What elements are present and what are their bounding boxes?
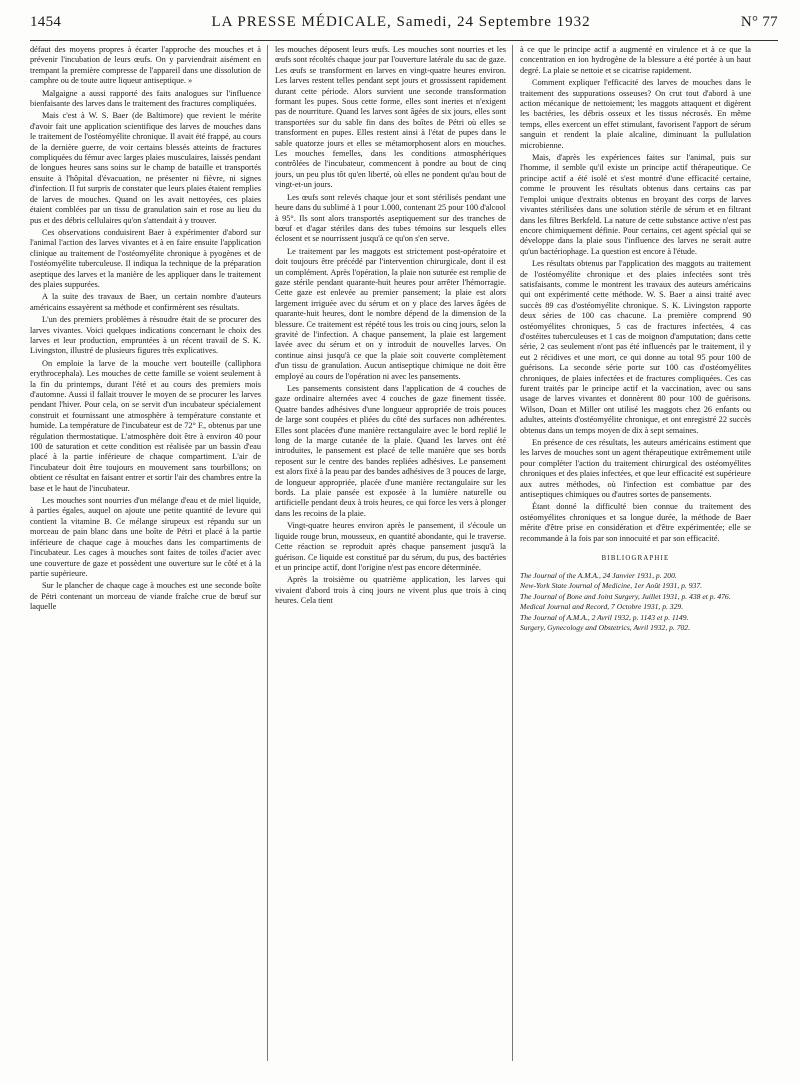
paragraph: les mouches déposent leurs œufs. Les mouches sont nourries et les œufs sont récoltés chaque jour par l'ouverture latérale du sac de gaze. Les œufs se transforment en larves en vingt-quatre heures environ. Les larves restent telles pendant sept jours et grossissent rapidement durant cette période. Alors survient une seconde transformation formant les pupes. Sous cette forme, elles sont inertes et n'exigent pas de nourriture. Quand les larves sont âgées de six jours, elles sont transportées sur du sable fin dans des boîtes de Pétri où elles se transforment en pupes. Elles restent ainsi à l'état de pupes dans le sable quatorze jours et elles se métamorphosent alors en mouches. Les mouches femelles, dans les conditions atmosphériques contrôlées de l'incubateur, commencent à pondre au bout de cinq jours, un peu plus tôt qu'en liberté, où elles ne pondent qu'au bout de vingt-et-un jours.	[275, 45, 506, 190]
paragraph: Mais c'est à W. S. Baer (de Baltimore) que revient le mérite d'avoir fait une application scientifique des larves de mouches dans le traitement de l'ostéomyélite chronique. Il avait été frappé, au cours de la dernière guerre, de voir certains blessés atteints de fractures compliquées du fémur avec larges plaies musculaires, laissés pendant de longues heures sans soins sur le champ de bataille et transportés ensuite à l'hôpital d'évacuation, ne présenter ni fièvre, ni signes d'infection. Il fut surpris de constater que leurs plaies étaient remplies de larves de mouches. Quand on les avait nettoyées, ces plaies étaient comblées par un tissu de granulation sain et rose au lieu du pus et des débris cellulaires qu'on s'attendait à y trouver.	[30, 111, 261, 225]
paragraph: défaut des moyens propres à écarter l'approche des mouches et à prévenir l'incubation de leurs œufs. On y parviendrait aisément en trempant la première compresse de l'appareil dans une dissolution de camphre ou de toute autre liqueur antiseptique. »	[30, 45, 261, 86]
header-rule	[30, 40, 778, 41]
paragraph: Les résultats obtenus par l'application des maggots au traitement de l'ostéomyélite chronique et des plaies infectées sont très satisfaisants, comme le montrent les travaux des auteurs américains qui ont expérimenté cette méthode. W. S. Baer a ainsi traité avec succès 89 cas d'ostéomyélite chronique. S. K. Livingston rapporte deux séries de 100 cas chacune. La première comprend 90 ostéomyélites chroniques, 5 cas de fractures infectées, 4 cas d'ostéites tuberculeuses et 1 cas de moignon d'amputation; dans cette série, 2 cas seulement n'ont pas été influencés par le traitement, il y eut 2 récidives et une mort, ce qui donne au total 95 pour 100 de guérisons. La seconde série porte sur 100 cas d'ostéomyélites chroniques, de plaies infectées et de fractures compliquées. Ces cas furent traités par le principe actif et la vaccination, avec ou sans usage de larves vivantes et donnèrent 80 pour 100 de guérisons. Wilson, Doan et Miller ont utilisé les maggots chez 26 enfants ou adultes, atteints d'ostéomyélite chronique, et ont enregistré 22 succès obtenus dans un temps moyen de dix à sept semaines.	[520, 259, 751, 435]
journal-name: LA PRESSE MÉDICALE,	[211, 14, 392, 30]
column-middle	[275, 45, 506, 1065]
column-right-text	[520, 45, 751, 544]
bibliography-entry: New-York State Journal of Medicine, 1er Août 1931, p. 937.	[520, 581, 703, 591]
page-number: 1454	[30, 14, 62, 30]
paragraph: Ces observations conduisirent Baer à expérimenter d'abord sur l'animal l'action des larves vivantes et à en faire ensuite l'application clinique au traitement de l'ostéomyélite chronique à pyogènes et de l'ostéomyélite tuberculeuse. Il indiqua la technique de la préparation aseptique des larves et la manière de les appliquer dans le traitement des plaies suppurées.	[30, 227, 261, 289]
column-left	[30, 45, 261, 1065]
paragraph: Les œufs sont relevés chaque jour et sont stérilisés pendant une heure dans du sublimé à 1 pour 1.000, contenant 25 pour 100 d'alcool à 95°. Ils sont alors transportés aseptiquement sur des tranches de bœuf et d'agar stériles dans des tubes témoins sur lesquels elles éclosent et se nourrissent jusqu'à ce qu'on s'en serve.	[275, 192, 506, 244]
issue-number: N° 77	[740, 14, 778, 30]
paragraph: Sur le plancher de chaque cage à mouches est une seconde boîte de Pétri contenant un morceau de viande fraîche crue de bœuf sur laquelle	[30, 581, 261, 612]
paragraph: Le traitement par les maggots est strictement post-opératoire et doit toujours être précédé par l'intervention chirurgicale, dont il est un complément. Après l'opération, la plaie non suturée est remplie de gaze stérile pendant quarante-huit heures pour arrêter l'hémorragie. Cette gaze est enlevée au premier pansement; la plaie est alors largement irriguée avec du sérum et on y place des larves âgées de quarante-huit heures, dont le nombre dépend de la dimension de la blessure. Ce traitement est répété tous les trois ou cinq jours, selon la gravité de l'infection. A chaque pansement, la plaie est largement lavée avec du sérum et on y introduit de nouvelles larves. On continue ainsi jusqu'à ce que la plaie soit couverte complètement d'un tissu de granulation. Aucun antiseptique chimique ne doit être employé au cours de l'opération ni avec les pansements.	[275, 246, 506, 381]
paragraph: Comment expliquer l'efficacité des larves de mouches dans le traitement des suppurations osseuses? On crut tout d'abord à une action mécanique de nettoiement; les maggots attaquent et digèrent les bactéries, les débris osseux et les tissus nécrosés. En même temps, elles exercent un effet stimulant, favorisent l'apport de sérum sanguin et rendent la plaie alcaline, diminuant la pullulation microbienne.	[520, 78, 751, 150]
paragraph: Vingt-quatre heures environ après le pansement, il s'écoule un liquide rouge brun, mousseux, en quantité abondante, qui le traverse. Cette réaction se reproduit après chaque pansement jusqu'à la guérison. Ce liquide est constitué par du sérum, du pus, des bactéries et un principe actif, dont l'origine n'est pas encore déterminée.	[275, 521, 506, 572]
bibliography-list	[520, 571, 751, 634]
paragraph: Les pansements consistent dans l'application de 4 couches de gaze ordinaire alternées avec 4 couches de gaze finement tissée. Quatre bandes adhésives d'une longueur appropriée de trois pouces de large sont coupées et pliées du côté des surfaces non adhérentes. Elles sont placées d'une manière rectangulaire avec le bord replié le long de la marge cutanée de la plaie. Quand les larves ont été introduites, le pansement est placé de telle manière que ses bords reposent sur le centre des bandes repliées adhésives. Le pansement est alors fixé à la peau par des bandes adhésives de 3 pouces de large, de longueur appropriée, placée d'une manière rectangulaire sur les bords. La plaie pansée est exposée à la lumière naturelle ou artificielle pendant deux à trois heures, ce qui force les vers à plonger dans les recoins de la plaie.	[275, 384, 506, 518]
column-divider	[506, 45, 520, 1065]
bibliography-entry: Surgery, Gynecology and Obstetrics, Avril 1932, p. 702.	[520, 623, 690, 633]
paragraph: A la suite des travaux de Baer, un certain nombre d'auteurs américains essayèrent sa méthode et confirmèrent ses résultats.	[30, 292, 261, 312]
bibliography-entry: Medical Journal and Record, 7 Octobre 1931, p. 329.	[520, 602, 684, 612]
paragraph: L'un des premiers problèmes à résoudre était de se procurer des larves vivantes. Voici quelques indications concernant le choix des larves et leur production, empruntées à un récent travail de S. K. Livingston, illustré de plusieurs figures très explicatives.	[30, 315, 261, 356]
page-header	[30, 14, 778, 36]
paragraph: à ce que le principe actif a augmenté en virulence et à ce que la concentration en ion hydrogène de la blessure a été portée à un haut degré. La plaie se nettoie et se cicatrise rapidement.	[520, 45, 751, 75]
paragraph: En présence de ces résultats, les auteurs américains estiment que les larves de mouches sont un agent thérapeutique extrêmement utile pour compléter l'action du traitement chirurgical des ostéomyélites chroniques et des plaies infectées, et que leur efficacité est supérieure aux autres méthodes, où l'infection est combattue par des antiseptiques chimiques ou d'autres sortes de pansements.	[520, 438, 751, 500]
bibliography-entry: The Journal of Bone and Joint Surgery, Juillet 1931, p. 438 et p. 476.	[520, 591, 731, 601]
issue-date: Samedi, 24 Septembre 1932	[396, 14, 591, 30]
article-columns	[30, 45, 778, 1065]
paragraph: Malgaigne a aussi rapporté des faits analogues sur l'influence bienfaisante des larves dans le traitement des fractures compliquées.	[30, 88, 261, 109]
bibliography-entry: The Journal of the A.M.A., 24 Janvier 1931, p. 200.	[520, 570, 677, 580]
paragraph: Étant donné la difficulté bien connue du traitement des ostéomyélites chroniques et sa longue durée, la méthode de Baer mérite d'être prise en considération et d'être expérimentée; elle se recommande à la fois par son innocuité et par son efficacité.	[520, 502, 751, 543]
bibliography-heading: BIBLIOGRAPHIE	[601, 555, 670, 563]
journal-title	[211, 14, 590, 31]
column-divider	[261, 45, 275, 1065]
paragraph: Mais, d'après les expériences faites sur l'animal, puis sur l'homme, il semble qu'il existe un principe actif thérapeutique. Ce principe actif a été isolé et s'est montré d'une efficacité certaine, comme le prouvent les résultats obtenus dans certains cas par l'emploi unique d'extraits obtenus en broyant des corps de larves vivantes stérilisées dans une solution stérile de sérum et en filtrant dans les filtres Berkfeld. La nature de cette substance active n'est pas encore chimiquement définie. Pour certains, cet agent spécial qui se développe dans la plaie sous l'influence des larves ne serait autre qu'un bactériophage. La question est encore à l'étude.	[520, 153, 751, 256]
bibliography-entry: The Journal of A.M.A., 2 Avril 1932, p. 1143 et p. 1149.	[520, 612, 689, 622]
column-right	[520, 45, 751, 1065]
paragraph: Après la troisième ou quatrième application, les larves qui vivaient d'abord trois à cinq jours ne vivent plus que trois à cinq heures. Cela tient	[275, 575, 506, 606]
paragraph: Les mouches sont nourries d'un mélange d'eau et de miel liquide, à parties égales, auquel on ajoute une petite quantité de levure qui contient la vitamine B. Ce mélange sirupeux est répandu sur un morceau de pain blanc dans une boîte de Pétri et placé à la partie inférieure de chaque cage à mouches dans les compartiments de l'incubateur. Les cages à mouches sont faites de toiles d'acier avec une couverture de gaze et possèdent une ouverture sur le côté et à la partie supérieure.	[30, 496, 261, 578]
paragraph: On emploie la larve de la mouche vert bouteille (calliphora erythrocephala). Les mouches de cette famille se voient seulement à la fin du printemps, durant l'été et au cours des premiers mois d'automne. Aussi il fallait trouver le moyen de se procurer les larves pendant l'hiver. Pour cela, on se servit d'un incubateur spécialement construit et fournissant une atmosphère à température constante et humide. La température de l'incubateur est de 72° F., obtenus par une régulation thermostatique. L'atmosphère doit être à environ 40 pour 100 de saturation et cette condition est réalisée par un bassin d'eau placé à la partie inférieure de chaque compartiment. L'air de l'incubateur doit être toujours en mouvement sans tourbillons; on obtient ce résultat en faisant entrer et sortir l'air des chambres entre la base et le haut de l'incubateur.	[30, 358, 261, 493]
